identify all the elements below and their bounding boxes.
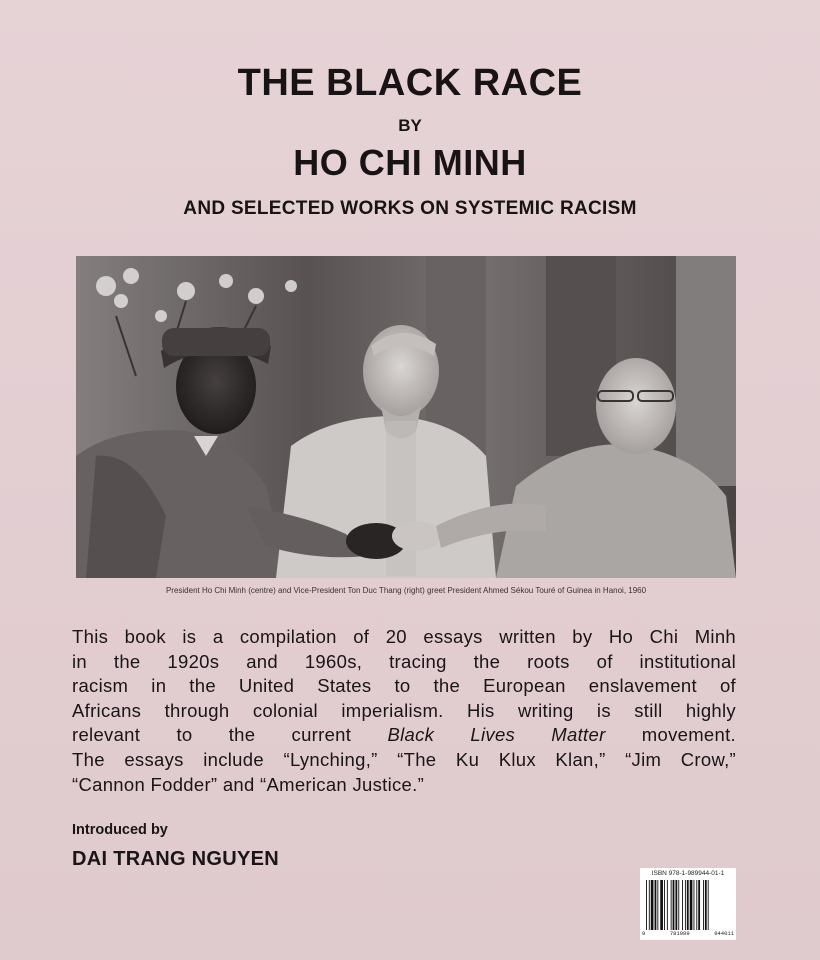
author-name: HO CHI MINH — [293, 142, 527, 183]
barcode-bar — [646, 880, 647, 930]
isbn-barcode — [640, 868, 736, 940]
historical-photo — [76, 256, 736, 578]
by-label: BY — [398, 116, 422, 135]
barcode-bar — [657, 880, 658, 930]
isbn-number: ISBN 978-1-989944-01-1 — [651, 870, 725, 877]
barcode-bar — [651, 880, 654, 930]
barcode-bar — [673, 880, 675, 930]
barcode-digits-right: 944011 — [714, 930, 734, 937]
blurb-text — [72, 625, 736, 797]
blurb-line: The essays include “Lynching,” “The Ku Klux Klan,” “Jim Crow,” — [72, 748, 736, 770]
blurb-line-end: movement. — [605, 724, 736, 746]
barcode-bar — [694, 880, 695, 930]
barcode-digits — [642, 930, 734, 937]
introduced-by-label: Introduced by — [72, 822, 168, 838]
book-title: THE BLACK RACE — [237, 62, 583, 104]
barcode-bar — [696, 880, 697, 930]
barcode-bar — [667, 880, 668, 930]
blurb-line: This book is a compilation of 20 essays written by Ho Chi Minh — [72, 626, 736, 647]
barcode-bar — [708, 880, 709, 930]
barcode-bar — [678, 880, 679, 930]
barcode-bar — [649, 880, 650, 930]
barcode-digit-left: 9 — [642, 930, 646, 937]
photo-illustration — [76, 256, 736, 578]
barcode-bar — [675, 880, 677, 930]
emphasis-phrase: Black Lives Matter — [387, 724, 606, 746]
blurb-line: in the 1920s and 1960s, tracing the roots of institutional — [72, 650, 736, 672]
barcode-bar — [664, 880, 665, 930]
barcode-bar — [682, 880, 683, 930]
blurb-line: “Cannon Fodder” and “American Justice.” — [72, 773, 425, 795]
barcode-bar — [705, 880, 707, 930]
barcode-digits-mid: 781989 — [669, 930, 690, 937]
barcode-bar — [655, 880, 657, 930]
barcode-bar — [671, 880, 672, 930]
barcode-bar — [703, 880, 704, 930]
introducer-name: DAI TRANG NGUYEN — [72, 848, 280, 870]
blurb-line-with-emphasis — [72, 723, 736, 748]
barcode-bar — [687, 880, 689, 930]
barcode-bar — [698, 880, 700, 930]
barcode-bar — [690, 880, 693, 930]
photo-caption: President Ho Chi Minh (centre) and Vice-President Ton Duc Thang (right) greet President Ahmed Sékou Touré of Guinea in Hanoi, 1960 — [165, 586, 647, 595]
book-subtitle: AND SELECTED WORKS ON SYSTEMIC RACISM — [183, 198, 637, 219]
barcode-bar — [660, 880, 663, 930]
barcode-bar — [685, 880, 686, 930]
blurb-line-start: relevant to the current — [72, 724, 388, 746]
barcode-icon — [644, 880, 732, 930]
blurb-line: racism in the United States to the European enslavement of — [72, 675, 736, 697]
blurb-line: Africans through colonial imperialism. His writing is still highly — [72, 699, 736, 721]
